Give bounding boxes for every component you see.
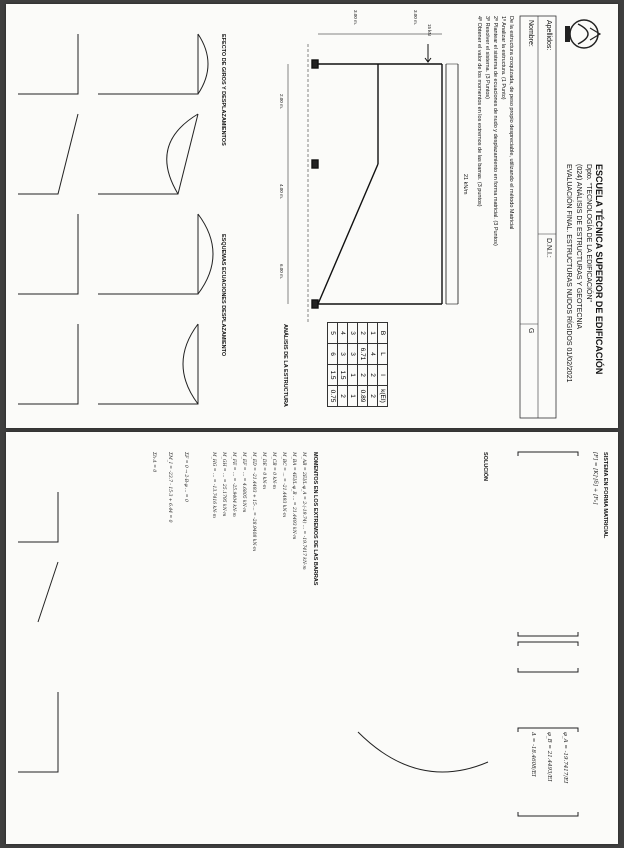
table-row: 5 6 1.5 0.75 bbox=[328, 323, 338, 407]
exam-title: EVALUACIÓN FINAL. ESTRUCTURAS NUDOS RÍGIDOS 01/02/2021 bbox=[565, 164, 572, 383]
table-row: 2 6.71 2 0.89 bbox=[358, 323, 368, 407]
name-field[interactable]: Nombre: bbox=[527, 20, 534, 47]
moment-line: M_AB = 2EI/L·φ_A = 2·(-19.74) ... = -19.7417 kN·m bbox=[301, 452, 306, 570]
exam-sheet-solution bbox=[6, 432, 618, 844]
solution-page bbox=[6, 432, 618, 844]
group-field[interactable]: G bbox=[527, 328, 534, 334]
rotation-diagrams bbox=[18, 34, 213, 404]
school-logo bbox=[565, 20, 600, 48]
moment-line: M_GH = ... = 25.1795 kN·m bbox=[221, 452, 226, 517]
moment-line: M_BC = ... = -21.4493 kN·m bbox=[281, 452, 286, 518]
moment-line: M_ED = -21.4493 + 15·... = -28.9408 kN·m bbox=[251, 452, 256, 552]
solution-title: SOLUCIÓN bbox=[482, 452, 488, 482]
statement-item-3: 3º Resolver el sistema. (3 Puntos) bbox=[484, 16, 490, 100]
matrix-brackets bbox=[18, 452, 578, 816]
dim-height-2: 3.00 m. bbox=[353, 10, 358, 26]
statement-page bbox=[6, 4, 618, 428]
statement-item-1: 1º Analizar la estructura. (1 Punto) bbox=[500, 16, 506, 100]
moment-line: M_DE = 0 kN·m bbox=[261, 452, 266, 490]
load-label: 21 kN/m bbox=[462, 174, 468, 195]
moment-line: M_CB = 0 kN·m bbox=[271, 452, 276, 489]
system-title: SISTEMA EN FORMA MATRICIAL bbox=[602, 452, 608, 539]
equations-title: ESQUEMAS ECUACIONES DESPLAZAMIENTO bbox=[220, 234, 226, 357]
dim-span-2: 4.00 m. bbox=[279, 184, 284, 200]
equation-note: ΣM_I = -23.7 - 15·3 + 6.44 = 0 bbox=[167, 452, 172, 523]
point-load-label: 15 kN bbox=[427, 24, 432, 36]
id-field[interactable]: D.N.I.: bbox=[545, 238, 552, 258]
school-title: ESCUELA TÉCNICA SUPERIOR DE EDIFICACIÓN bbox=[594, 164, 604, 375]
table-row: 3 3 1 1 bbox=[348, 323, 358, 407]
dim-span-3: 6.00 m. bbox=[279, 264, 284, 280]
equation-note: Σh·Δ = 0 bbox=[151, 452, 156, 473]
dim-height-1: 3.00 m. bbox=[413, 10, 418, 26]
exam-sheet-statement bbox=[6, 4, 618, 428]
table-row: 4 3 1.5 2 bbox=[338, 323, 348, 407]
result-phi-a: φ_A = -19.7417/EI bbox=[562, 732, 568, 784]
table-row: 1 4 2 2 bbox=[368, 323, 378, 407]
department-title: Dpto. "TECNOLOGÍA DE LA EDIFICACIÓN" bbox=[585, 164, 592, 303]
course-title: (024) ANÁLISIS DE ESTRUCTURAS Y GEOTECNIA bbox=[575, 164, 582, 330]
surname-field[interactable]: Apellidos: bbox=[545, 20, 552, 51]
moment-line: M_FE = ... = -25.9404 kN·m bbox=[231, 452, 236, 517]
structure-drawing bbox=[288, 34, 458, 324]
system-equation: [F] = [K]·[δ] + [F₀] bbox=[592, 452, 598, 505]
moment-line: M_EF = ... = 4.6805 kN·m bbox=[241, 452, 246, 513]
result-delta: Δ = -18.4608/EI bbox=[530, 732, 536, 777]
dim-span-1: 2.00 m. bbox=[279, 94, 284, 110]
moment-line: M_BA = 4EI/L·φ_B ... = 21.4493 kN·m bbox=[291, 452, 296, 540]
statement-intro: De la estructura croquizada, de peso propio despreciable, utilizando el método Matricial bbox=[508, 16, 514, 230]
analysis-table: B L I k(EI) 1 4 2 2 2 6.71 2 0.89 3 3 1 1 4 3 1.5 2 5 6 1.5 0.75 bbox=[327, 322, 388, 407]
rotations-title: EFECTO DE GIROS Y DESPLAZAMIENTOS bbox=[220, 34, 226, 146]
analysis-title: ANÁLISIS DE LA ESTRUCTURA bbox=[282, 324, 288, 407]
result-phi-b: φ_B = 21.4493/EI bbox=[546, 732, 552, 782]
moments-title: MOMENTOS EN LOS EXTREMOS DE LAS BARRAS bbox=[312, 452, 318, 586]
moment-line: M_HG = ... = -13.7416 kN·m bbox=[211, 452, 216, 518]
statement-item-2: 2º Plantear el sistema de ecuaciones de nudo y desplazamiento en forma matricial. (3 Puntos) bbox=[492, 16, 498, 246]
equation-note: ΣF = 0 → 2·B·φ ... = 0 bbox=[183, 452, 188, 502]
statement-item-4: 4º Obtener el valor de los momentos en los extremos de las barras. (3 puntos) bbox=[476, 16, 482, 207]
page1-drawing bbox=[6, 4, 618, 428]
